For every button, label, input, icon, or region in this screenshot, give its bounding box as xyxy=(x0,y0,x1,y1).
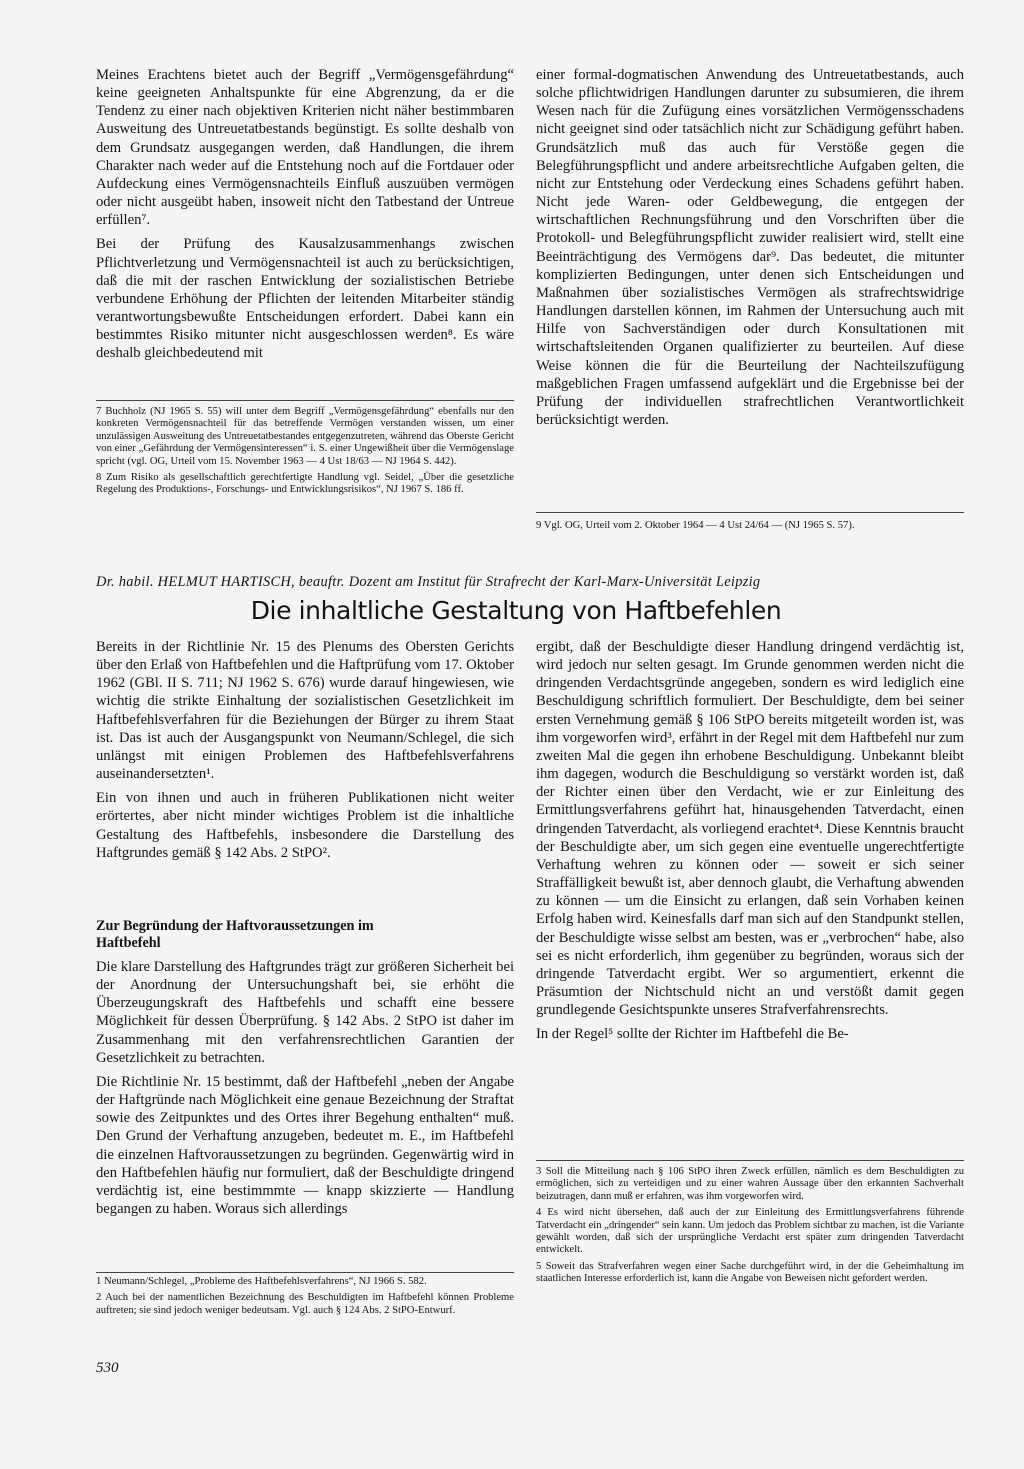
bottom-right-footnotes xyxy=(536,1166,964,1290)
footnote: 2 Auch bei der namentlichen Bezeichnung des Beschuldigten im Haftbefehl können Probleme auftreten; sie sind jedoch weniger bedeutsam. Vgl. auch § 124 Abs. 2 StPO-Entwurf. xyxy=(96,1292,514,1316)
bottom-left-column-b xyxy=(96,958,514,1224)
footnote-divider xyxy=(96,1272,514,1273)
top-right-footnotes xyxy=(536,520,964,536)
paragraph: Bereits in der Richtlinie Nr. 15 des Plenums des Obersten Gerichts über den Erlaß von Haftbefehlen und die Haftprüfung vom 17. Oktober 1962 (GBl. II S. 711; NJ 1962 S. 676) wurde darauf hingewiesen, wie wichtig die strikte Einhaltung der sozialistischen Gesetzlichkeit im Haftbefehlsverfahren für die Beziehungen der Bürger zu ihrem Staat ist. Das ist auch der Ausgangspunkt von Neumann/Schlegel, die sich unlängst mit einigen Problemen des Haftbefehlsverfahrens auseinandersetzten¹. xyxy=(96,639,514,783)
footnote: 3 Soll die Mitteilung nach § 106 StPO ihren Zweck erfüllen, nämlich es dem Beschuldigten zu ermöglichen, sich zu verteidigen und zu einer wahren Aussage über den erkannten Sachverhalt beizutragen, dann muß er erfahren, was ihm vorgeworfen wird. xyxy=(536,1166,964,1202)
paragraph: Bei der Prüfung des Kausalzusammenhangs zwischen Pflichtverletzung und Vermögensnachteil ist auch zu berücksichtigen, daß die mit der raschen Entwicklung der sozialistischen Betriebe verbundene Erhöhung der Pflichten der leitenden Mitarbeiter ständig verantwortungsbewußte Entscheidungen erfordert. Dabei kann ein bestimmtes Risiko mitunter nicht ausgeschlossen werden⁸. Es wäre deshalb gleichbedeutend mit xyxy=(96,236,514,362)
paragraph: Meines Erachtens bietet auch der Begriff „Vermögensgefährdung“ keine geeigneten Anhaltspunkte für eine Abgrenzung, da er die Tendenz zu einer nach objektiven Kriterien nicht näher bestimmbaren Ausweitung des Untreuetatbestands begünstigt. Es sollte deshalb von dem Grundsatz ausgegangen werden, daß Handlungen, die ihrem Charakter nach weder auf die Entstehung noch auf die Fortdauer oder Aufdeckung eines Vermögensnachteils Einfluß auszuüben vermögen oder nicht ausgeübt haben, insoweit nicht den Tatbestand der Untreue erfüllen⁷. xyxy=(96,67,514,229)
paragraph: In der Regel⁵ sollte der Richter im Haftbefehl die Be- xyxy=(536,1026,849,1043)
footnote: 5 Soweit das Strafverfahren wegen einer Sache durchgeführt wird, in der die Geheimhaltung im staatlichen Interesse erforderlich ist, kann die Angabe von Beweisen nicht gefordert werden. xyxy=(536,1260,964,1285)
top-right-column xyxy=(536,66,964,435)
paragraph: Ein von ihnen und auch in früheren Publikationen nicht weiter erörtertes, aber nicht minder wichtiges Problem ist die inhaltliche Gestaltung des Haftbefehls, insbesondere die Darstellung des Haftgrundes gemäß § 142 Abs. 2 StPO². xyxy=(96,790,514,861)
bottom-right-column xyxy=(536,638,964,1049)
paragraph: einer formal-dogmatischen Anwendung des Untreuetatbestands, auch solche pflichtwidrigen Handlungen darunter zu subsumieren, die ihrem Wesen nach für die Zufügung eines vorsätzlichen Vermögensschadens nicht geeignet sind oder tatsächlich nicht zur Schädigung geführt haben. Grundsätzlich muß das auch für Verstöße gegen die Belegführungspflicht und andere arbeitsrechtliche Aufgaben gelten, die nicht zur Entstehung oder Verdeckung eines Schadens geführt haben. Nicht jede Waren- oder Geldbewegung, die entgegen der wirtschaftlichen Rechnungsführung und den Vorschriften über die Protokoll- und Belegführungspflicht zuwider realisiert wird, stellt eine Beeinträchtigung des Vermögens dar⁹. Das bedeutet, die mitunter komplizierten Bedingungen, unter denen sich Entscheidungen und Maßnahmen über sozialistisches Vermögen als strafrechtswidrige Handlungen darstellen können, im Rahmen der Untersuchung auch mit Hilfe von Sachverständigen oder durch Konsultationen mit wirtschaftsleitenden Organen qualifizierter zu beurteilen. Auf diese Weise können die für die Beurteilung der Nachteilszufügung maßgeblichen Fragen umfassend aufgeklärt und die Ergebnisse bei der Prüfung der individuellen strafrechtlichen Verantwortlichkeit berücksichtigt werden. xyxy=(536,67,964,428)
article-title: Die inhaltliche Gestaltung von Haftbefehlen xyxy=(250,596,782,625)
page-number: 530 xyxy=(96,1360,119,1376)
paragraph: Die Richtlinie Nr. 15 bestimmt, daß der Haftbefehl „neben der Angabe der Haftgründe nach Möglichkeit eine genaue Bezeichnung der Straftat sowie des Zeitpunktes und des Ortes ihrer Begehung enthalten“ muß. Den Grund der Verhaftung anzugeben, bedeutet m. E., im Haftbefehl die einzelnen Haftvoraussetzungen zu begründen. Gegenwärtig wird in den Haftbefehlen häufig nur formuliert, daß der Beschuldigte dringend verdächtig ist, eine bestimmmte — knapp skizzierte — Handlung begangen zu haben. Woraus sich allerdings xyxy=(96,1073,514,1218)
footnote-divider xyxy=(536,512,964,513)
footnote-divider xyxy=(536,1160,964,1161)
bottom-left-footnotes xyxy=(96,1276,514,1321)
paragraph: Die klare Darstellung des Haftgrundes trägt zur größeren Sicherheit bei der Anordnung der Untersuchungshaft bei, sie erhöht die Überzeugungskraft des Haftbefehls und schafft eine bessere Möglichkeit für dessen Überprüfung. § 142 Abs. 2 StPO ist daher im Zusammenhang mit den verfahrensrechtlichen Garantien der Gesetzlichkeit zu betrachten. xyxy=(96,959,514,1066)
footnote: 4 Es wird nicht übersehen, daß auch der zur Einleitung des Ermittlungsverfahrens führende Tatverdacht ein „dringender“ sein kann. Um jedoch das Problem sichtbar zu machen, ist die Variante gewählt worden, daß sich der ursprüngliche Verdacht erst später zum dringenden Tatverdacht entwickelt. xyxy=(536,1207,964,1256)
footnote: 9 Vgl. OG, Urteil vom 2. Oktober 1964 — 4 Ust 24/64 — (NJ 1965 S. 57). xyxy=(536,520,855,531)
section-heading: Zur Begründung der Haftvoraussetzungen im Haftbefehl xyxy=(96,918,374,951)
top-left-column xyxy=(96,66,514,369)
author-byline: Dr. habil. HELMUT HARTISCH, beauftr. Dozent am Institut für Strafrecht der Karl-Marx-Universität Leipzig xyxy=(96,574,761,590)
footnote: 7 Buchholz (NJ 1965 S. 55) will unter dem Begriff „Vermögensgefährdung“ ebenfalls nur den konkreten Vermögensnachteil für das betreffende Vermögen verstanden wissen, um einer unzulässigen Ausweitung des Untreuetatbestandes entgegenzutreten, während das Oberste Gericht von einer „Gefährdung der Vermögensinteressen“ i. S. einer Ungewißheit über die Vermögenslage spricht (vgl. OG, Urteil vom 15. November 1963 — 4 Ust 18/63 — NJ 1964 S. 442). xyxy=(96,406,514,467)
footnote-divider xyxy=(96,400,514,401)
bottom-left-column-a xyxy=(96,638,514,868)
footnote: 8 Zum Risiko als gesellschaftlich gerechtfertigte Handlung vgl. Seidel, „Über die gesetzliche Regelung des Produktions-, Forschungs- und Entwicklungsrisikos“, NJ 1967 S. 186 ff. xyxy=(96,472,514,496)
paragraph: ergibt, daß der Beschuldigte dieser Handlung dringend verdächtig ist, wird jedoch nur selten gesagt. Im Grunde genommen werden nicht die dringenden Verdachtsgründe angegeben, sondern es wird lediglich eine Beschuldigung schriftlich formuliert. Der Beschuldigte, dem bei seiner ersten Vernehmung gemäß § 106 StPO bereits mitgeteilt worden ist, was ihm vorgeworfen wird³, erfährt in der Regel mit dem Haftbefehl nur zum zweiten Mal die gegen ihn erhobene Beschuldigung. Unbekannt bleibt ihm dagegen, wodurch die Beschuldigung so verstärkt worden ist, daß der Richter einen über den Verdacht, wie er zur Einleitung des Ermittlungsverfahrens geführt hat, hinausgehenden Tatverdacht, einen dringenden Tatverdacht, als vorliegend erachtet⁴. Diese Kenntnis braucht der Beschuldigte aber, um sich gegen eine eventuelle ungerechtfertigte Verhaftung wehren zu können oder — soweit er sich seiner Straffälligkeit bewußt ist, aber dennoch glaubt, die Verhaftung abwenden zu können — um die Einsicht zu erlangen, daß sein Vorhaben keinen Erfolg haben wird. Keinesfalls darf man sich auf den Standpunkt stellen, der Beschuldigte wisse selbst am besten, was er „verbrochen“ habe, also sei es nicht erforderlich, ihm gegenüber zu begründen, woraus sich der dringende Tatverdacht ergibt. Wer so argumentiert, erkennt die Präsumtion der Nichtschuld nicht an und verstößt damit gegen grundlegende Gesichtspunkte unseres Strafverfahrensrechts. xyxy=(536,639,964,1019)
footnote: 1 Neumann/Schlegel, „Probleme des Haftbefehlsverfahrens“, NJ 1966 S. 582. xyxy=(96,1276,427,1287)
top-left-footnotes xyxy=(96,406,514,501)
